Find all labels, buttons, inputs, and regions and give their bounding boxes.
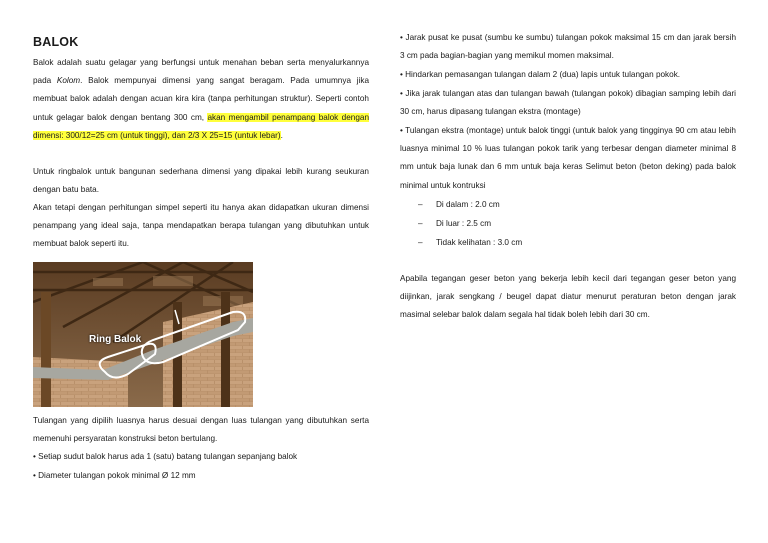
cover-item xyxy=(418,233,522,252)
intro-text-c: . xyxy=(280,130,283,140)
ring-balok-photo xyxy=(33,262,253,407)
dash-glyph: – xyxy=(418,200,423,209)
right-bullet-4: • Tulangan ekstra (montage) untuk balok tinggi (untuk balok yang tingginya 90 cm atau lebih luasnya minimal 10 % luas tulangan pokok tarik yang terbesar dengan diameter minimal 8 mm untuk baja lunak dan 6 mm untuk baja keras Selimut beton (beton deking) pada balok minimal untuk kontruksi xyxy=(400,126,736,190)
left-bullet-1: • Setiap sudut balok harus ada 1 (satu) batang tulangan sepanjang balok xyxy=(33,452,298,461)
intro-text-b: . Balok mempunyai dimensi yang sangat beragam. Pada umumnya jika membuat balok adalah dengan acuan kira kira (tanpa perhitungan struktur). Seperti contoh untuk gelagar balok dengan bentang 300 cm, xyxy=(33,76,369,122)
cover-item-text: Di luar : 2.5 cm xyxy=(436,219,492,228)
ringbalok-paragraph: Untuk ringbalok untuk bangunan sederhana dimensi yang dipakai lebih kurang seukuran dengan batu bata. xyxy=(33,167,369,195)
dimension-paragraph: Akan tetapi dengan perhitungan simpel seperti itu hanya akan didapatkan ukuran dimensi penampang yang ideal saja, tanpa mendapatkan berapa tulangan yang dibutuhkan untuk membuat balok seperti itu. xyxy=(33,203,369,249)
left-bullet-2: • Diameter tulangan pokok minimal Ø 12 mm xyxy=(33,471,196,480)
highlighted-text: akan mengambil penampang balok dengan dimensi: 300/12=25 cm (untuk tinggi), dan 2/3 X 25=15 (untuk lebar) xyxy=(33,112,369,140)
photo-label: Ring Balok xyxy=(89,334,142,345)
cover-item-text: Tidak kelihatan : 3.0 cm xyxy=(436,238,523,247)
right-bullet-3: • Jika jarak tulangan atas dan tulangan bawah (tulangan pokok) dibagian samping lebih dari 30 cm, harus dipasang tulangan ekstra (montage) xyxy=(400,89,736,117)
reinforcement-paragraph: Tulangan yang dipilih luasnya harus desuai dengan luas tulangan yang dibutuhkan serta memenuhi persyaratan konstruksi beton bertulang. xyxy=(33,416,369,444)
cover-item xyxy=(418,195,522,214)
right-bullet-2: • Hindarkan pemasangan tulangan dalam 2 (dua) lapis untuk tulangan pokok. xyxy=(400,70,681,79)
intro-paragraph xyxy=(33,54,369,145)
page-title: BALOK xyxy=(33,35,79,49)
dash-glyph: – xyxy=(418,219,423,228)
cover-item xyxy=(418,214,522,233)
dash-glyph: – xyxy=(418,238,423,247)
intro-emphasis: Kolom xyxy=(56,76,81,86)
shear-paragraph: Apabila tegangan geser beton yang bekerja lebih kecil dari tegangan geser beton yang diijinkan, jarak sengkang / beugel dapat diatur menurut peraturan beton dengan jarak masimal selebar balok dalam segala hal tidak boleh lebih dari 30 cm. xyxy=(400,274,736,320)
right-bullet-1: • Jarak pusat ke pusat (sumbu ke sumbu) tulangan pokok maksimal 15 cm dan jarak bersih 3 cm pada bagian-bagian yang memikul momen maksimal. xyxy=(400,33,736,61)
intro-text-a: Balok adalah suatu gelagar yang berfungsi untuk menahan beban serta menyalurkannya pada xyxy=(33,58,369,86)
cover-item-text: Di dalam : 2.0 cm xyxy=(436,200,500,209)
